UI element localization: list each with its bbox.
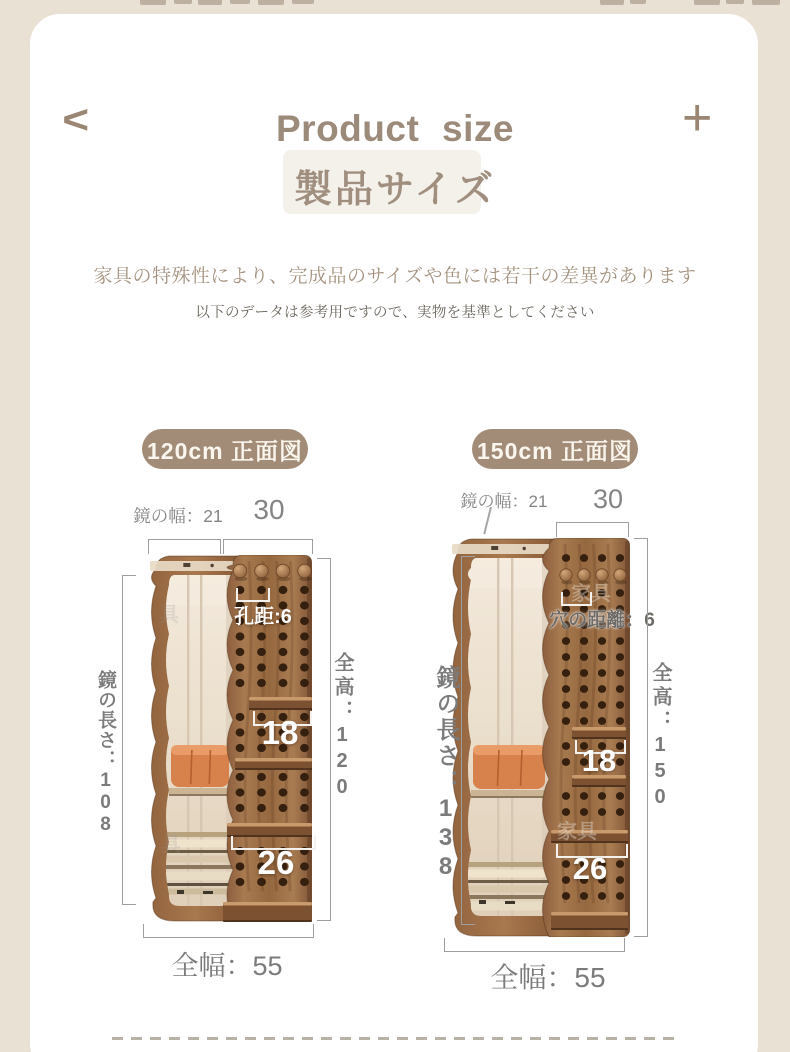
wide-shelf-label: 26 xyxy=(572,851,608,886)
svg-text:家具: 家具 xyxy=(571,583,611,605)
hole-pitch-label: 穴の距離：6 xyxy=(549,610,655,631)
small-shelf-label: 18 xyxy=(261,714,299,751)
expand-plus-icon[interactable]: + xyxy=(682,89,713,147)
svg-text:具: 具 xyxy=(159,604,179,626)
diagram-150-pill xyxy=(472,429,638,469)
mirror-length-label: 鏡の長さ：108 xyxy=(95,670,116,836)
mirror-width-label: 鏡の幅：21 xyxy=(460,492,548,511)
diagram-150-pill-label: 150cm 正面図 xyxy=(476,437,633,464)
total-width-label: 全幅：55 xyxy=(490,962,606,993)
total-width-bracket xyxy=(444,938,625,952)
note-secondary: 以下のデータは参考用ですので、実物を基準としてください xyxy=(195,304,595,321)
mirror-width-label: 鏡の幅：21 xyxy=(133,506,223,526)
note-primary: 家具の特殊性により、完成品のサイズや色には若干の差異があります xyxy=(93,266,697,287)
page-title: Product size xyxy=(276,108,514,149)
divider-dashed xyxy=(112,1037,676,1040)
back-chevron-icon[interactable]: < xyxy=(62,98,90,142)
mirror-length-bracket xyxy=(461,556,475,925)
hole-pitch-label: 孔距:6 xyxy=(234,606,292,628)
page-title-japanese: 製品サイズ xyxy=(294,169,496,211)
board-width-label: 30 xyxy=(253,494,285,525)
diagram-120-pill-label: 120cm 正面図 xyxy=(146,437,303,464)
total-height-label: 全高：150 xyxy=(649,662,671,812)
mirror-length-label: 鏡の長さ：138 xyxy=(432,665,459,882)
board-width-label: 30 xyxy=(592,484,624,514)
svg-text:具: 具 xyxy=(161,834,181,856)
small-shelf-label: 18 xyxy=(581,743,617,778)
total-width-label: 全幅：55 xyxy=(171,951,283,981)
board-width-bracket xyxy=(556,522,629,537)
hole-pitch-bracket xyxy=(561,592,592,606)
wide-shelf-label: 26 xyxy=(257,844,295,881)
total-height-label: 全高：120 xyxy=(331,652,353,802)
svg-text:家具: 家具 xyxy=(557,821,597,843)
